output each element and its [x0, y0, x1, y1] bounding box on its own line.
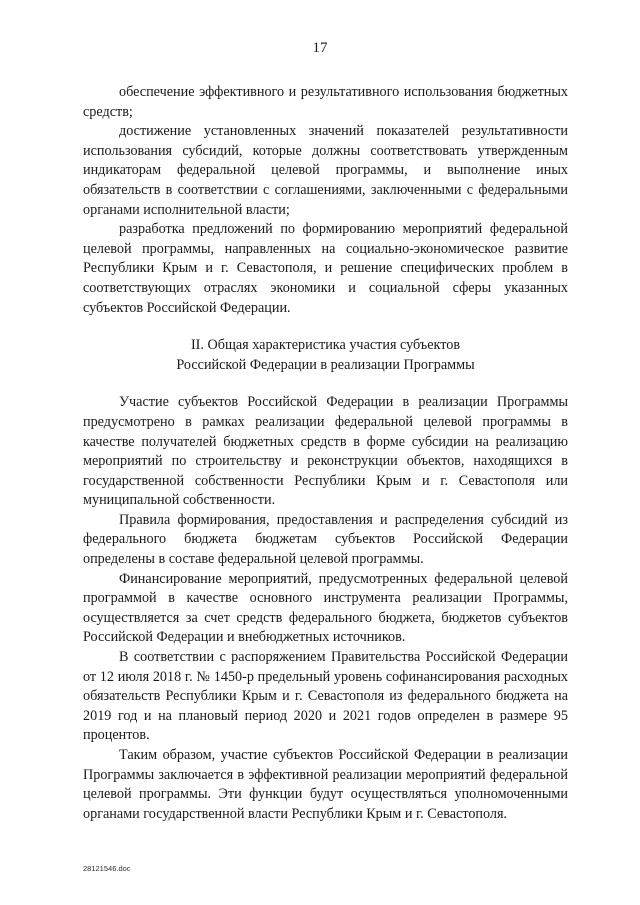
paragraph-program-proposals: разработка предложений по формированию мероприятий федеральной целевой программы, направленных на социально-экономическое развитие Республики Крым и г. Севастополя, и решение специфических проблем в соответствующих отраслях экономики и социальной сферы указанных субъектов Российской Федерации. [83, 221, 568, 316]
paragraph-subsidy-indicators: достижение установленных значений показателей результативности использования субсидий, которые должны соответствовать утвержденным индикаторам федеральной целевой программы, и выполнение иных обязательств в соответствии с соглашениями, заключенными с федеральными органами исполнительной власти; [83, 123, 568, 218]
page-number: 17 [312, 40, 328, 56]
document-body [83, 83, 568, 824]
section-heading [83, 336, 568, 375]
paragraph-participation: Участие субъектов Российской Федерации в реализации Программы предусмотрено в рамках реализации федеральной целевой программы в качестве получателей бюджетных средств в форме субсидии на реализацию мероприятий по строительству и реконструкции объектов, находящихся в государственной собственности Республики Крым и г. Севастополя или муниципальной собственности. [83, 394, 568, 509]
paragraph-subsidy-rules: Правила формирования, предоставления и распределения субсидий из федерального бюджета бюджетам субъектов Российской Федерации определены в составе федеральной целевой программы. [83, 511, 568, 568]
paragraph-conclusion: Таким образом, участие субъектов Российской Федерации в реализации Программы заключается в эффективной реализации мероприятий федеральной целевой программы. Эти функции будут осуществляться уполномоченными органами государственной власти Республики Крым и г. Севастополя. [83, 747, 568, 822]
paragraph-cofinancing-level: В соответствии с распоряжением Правительства Российской Федерации от 12 июля 2018 г. № 1450-р предельный уровень софинансирования расходных обязательств Республики Крым и г. Севастополя из федерального бюджета на 2019 год и на плановый период 2020 и 2021 годов определен в размере 95 процентов. [83, 649, 568, 744]
paragraph-budget-efficiency: обеспечение эффективного и результативного использования бюджетных средств; [83, 84, 568, 120]
footer-file-name: 28121546.doc [83, 864, 131, 873]
paragraph-financing: Финансирование мероприятий, предусмотренных федеральной целевой программой в качестве основного инструмента реализации Программы, осуществляется за счет средств федерального бюджета, бюджетов субъектов Российской Федерации и внебюджетных источников. [83, 570, 568, 646]
section-heading-line-1: II. Общая характеристика участия субъектов [190, 337, 461, 354]
section-heading-line-2: Российской Федерации в реализации Программы [176, 356, 475, 373]
